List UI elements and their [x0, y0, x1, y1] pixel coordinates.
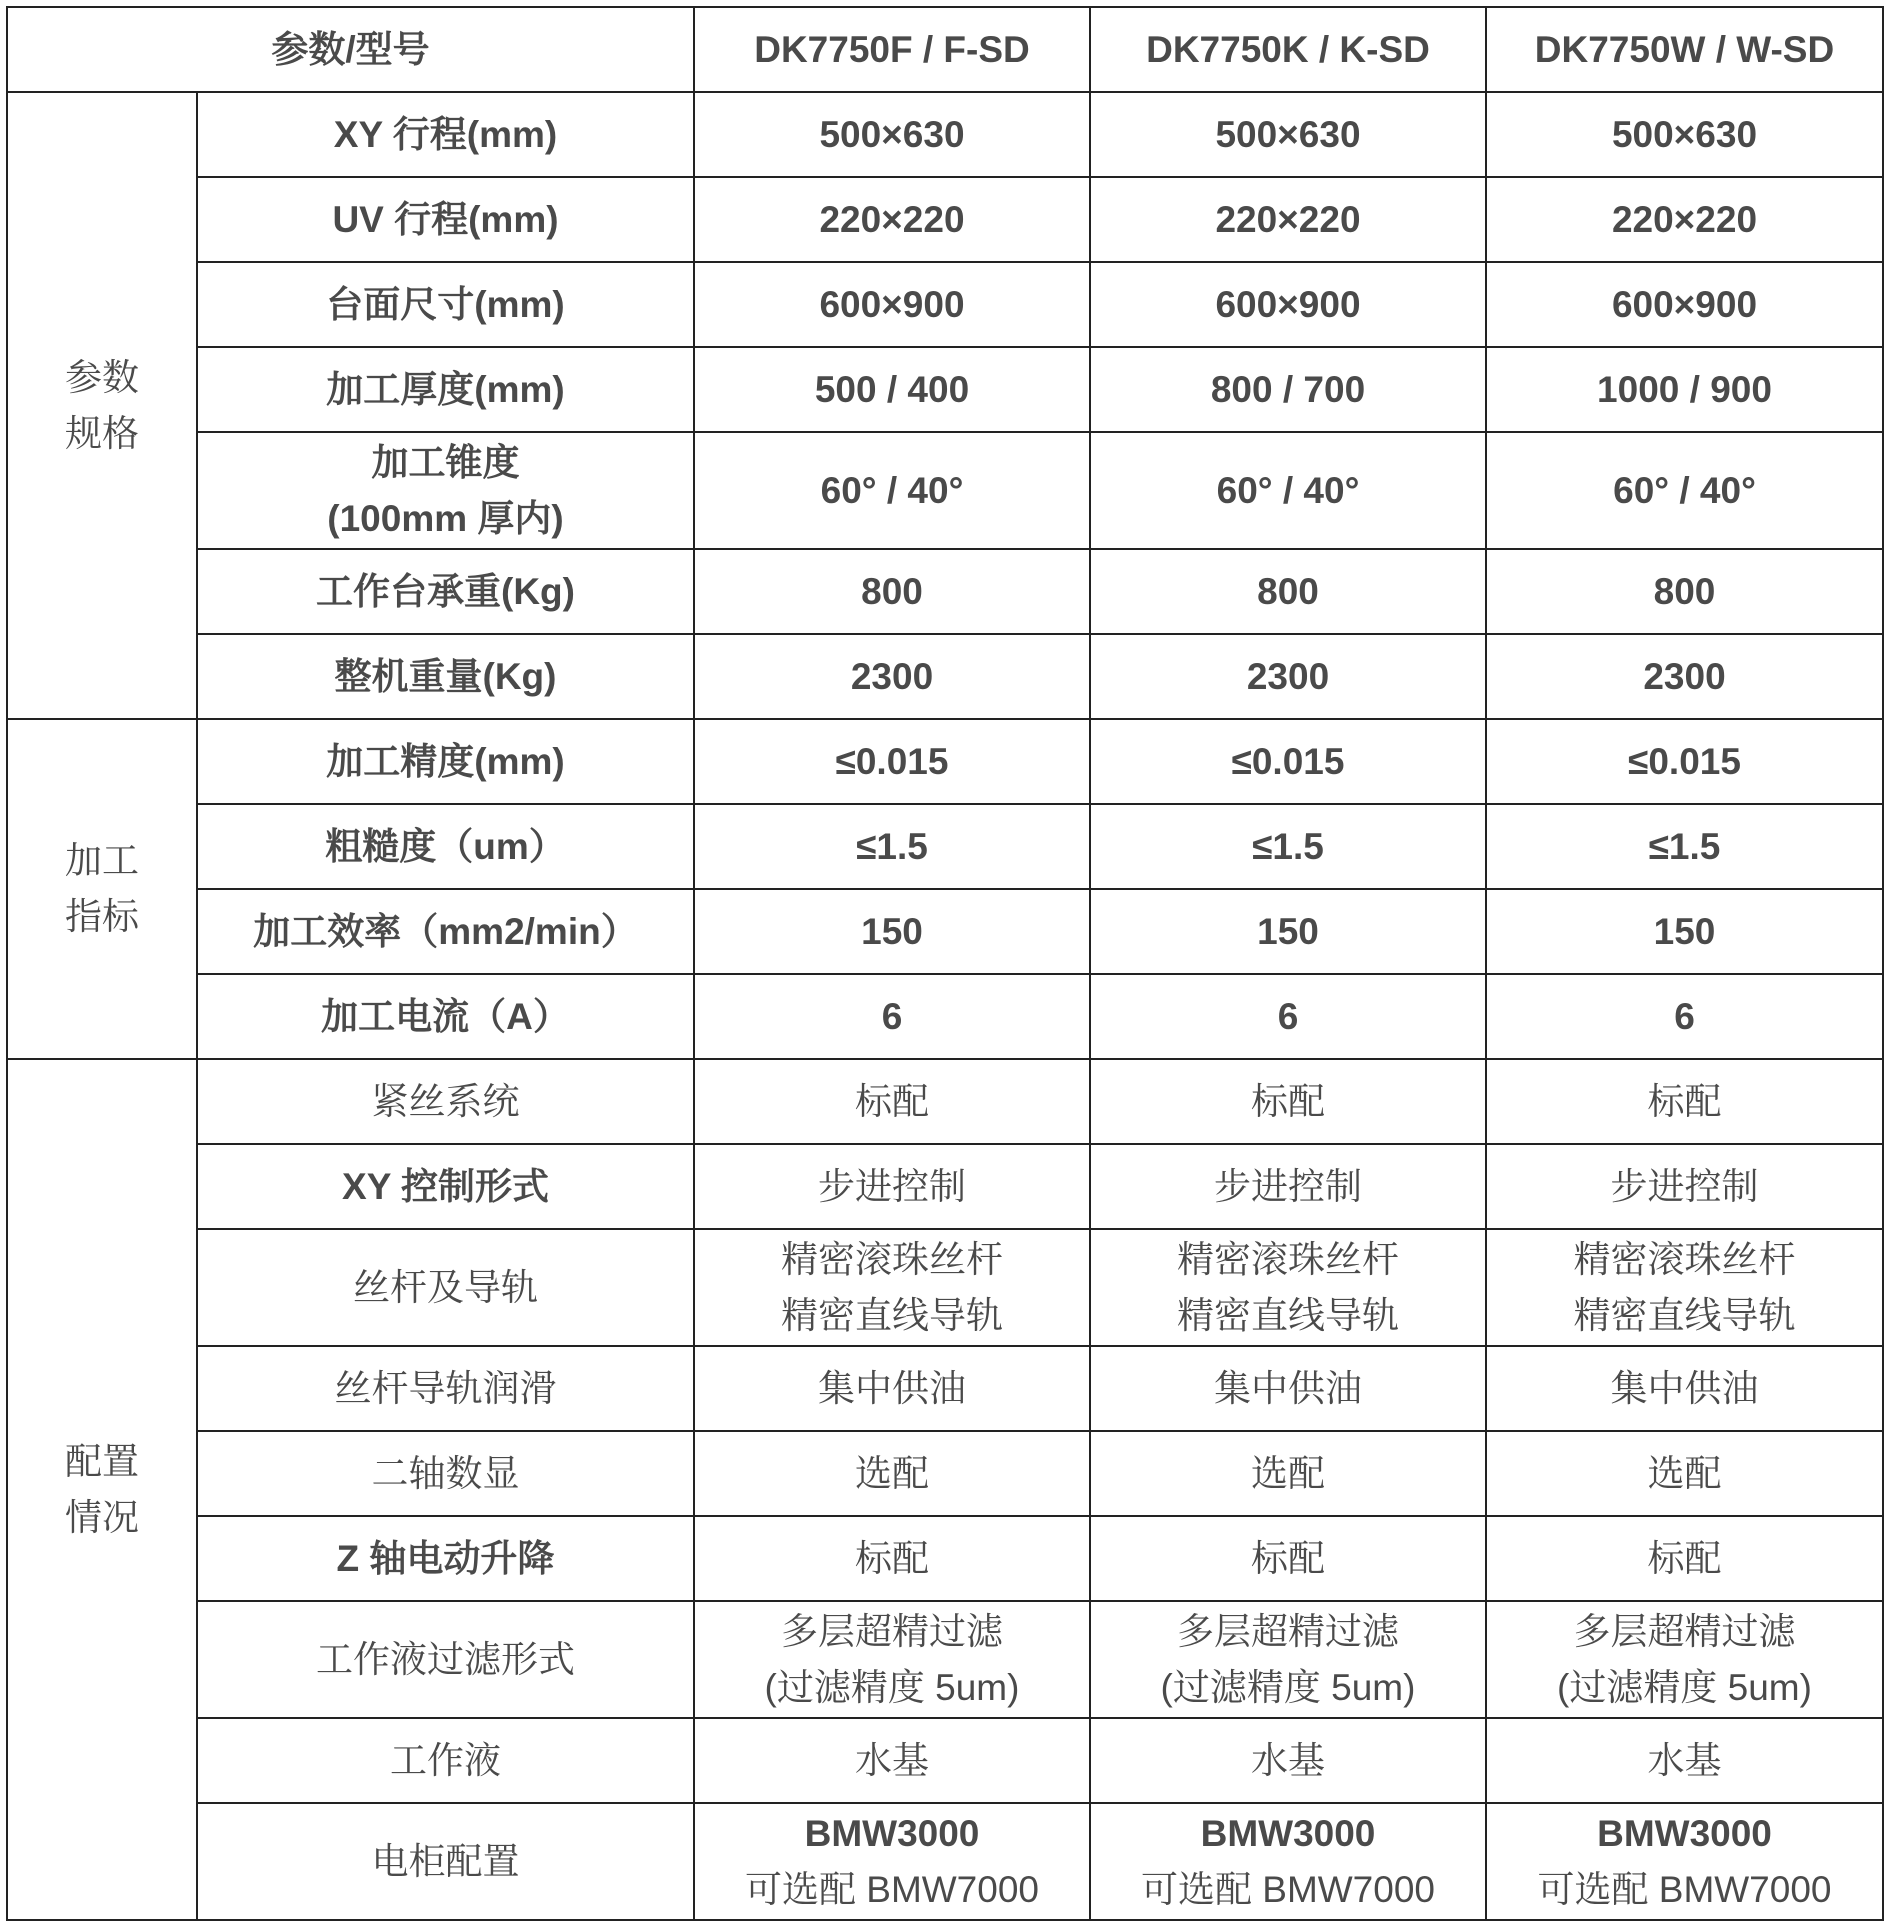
value-cell — [1486, 974, 1883, 1059]
cell-value: 选配 — [1647, 1452, 1722, 1494]
cell-value: BMW3000 — [1200, 1812, 1376, 1854]
cell-value: ≤0.015 — [1231, 740, 1345, 782]
value-cell — [694, 634, 1090, 719]
row-label: 电柜配置 — [371, 1840, 520, 1882]
value-cell — [694, 347, 1090, 432]
value-cell — [1486, 1431, 1883, 1516]
cell-value: 多层超精过滤 — [1177, 1610, 1399, 1652]
header-label-cell — [7, 7, 694, 92]
row-label-cell — [197, 1803, 694, 1920]
row-label-cell — [197, 1516, 694, 1601]
value-cell — [694, 432, 1090, 549]
cell-value: 500 / 400 — [814, 368, 970, 410]
row-label: 丝杆及导轨 — [353, 1266, 538, 1308]
row-label: 二轴数显 — [371, 1452, 520, 1494]
value-cell — [694, 1144, 1090, 1229]
cell-value: 精密滚珠丝杆 — [1177, 1238, 1399, 1280]
value-cell — [1486, 262, 1883, 347]
value-cell — [694, 974, 1090, 1059]
row-label-cell — [197, 347, 694, 432]
row-label: 加工精度(mm) — [326, 740, 565, 782]
cell-value: 800 — [1257, 570, 1319, 612]
value-cell — [1090, 1431, 1486, 1516]
row-label: 加工锥度 — [371, 441, 520, 483]
table-row — [7, 1516, 1883, 1601]
cell-value: (过滤精度 5um) — [1160, 1666, 1416, 1708]
value-cell — [694, 549, 1090, 634]
cell-value: 集中供油 — [818, 1367, 966, 1409]
model-header-cell — [1486, 7, 1883, 92]
cell-value: 2300 — [1246, 655, 1330, 697]
cell-value: 2300 — [1643, 655, 1726, 697]
row-label-cell — [197, 1229, 694, 1346]
value-cell — [1090, 1803, 1486, 1920]
value-cell — [694, 177, 1090, 262]
row-label: (100mm 厚内) — [327, 497, 564, 539]
value-cell — [1486, 634, 1883, 719]
value-cell — [1090, 804, 1486, 889]
model-header-cell — [1090, 7, 1486, 92]
value-cell — [1486, 432, 1883, 549]
value-cell — [1090, 889, 1486, 974]
cell-value: 800 / 700 — [1210, 368, 1366, 410]
value-cell — [694, 1229, 1090, 1346]
cell-value: 标配 — [1647, 1080, 1722, 1122]
category-label: 规格 — [65, 412, 139, 454]
cell-value: 水基 — [855, 1739, 929, 1781]
cell-value: 步进控制 — [1214, 1165, 1362, 1207]
cell-value: 标配 — [855, 1537, 929, 1579]
value-cell — [1090, 432, 1486, 549]
row-label-cell — [197, 974, 694, 1059]
value-cell — [694, 1059, 1090, 1144]
table-row — [7, 92, 1883, 177]
value-cell — [1486, 1346, 1883, 1431]
value-cell — [694, 1346, 1090, 1431]
table-row — [7, 432, 1883, 549]
row-label: 工作液 — [390, 1739, 501, 1781]
row-label: 加工厚度(mm) — [326, 368, 565, 410]
cell-value: 选配 — [855, 1452, 929, 1494]
row-label-cell — [197, 719, 694, 804]
value-cell — [1090, 719, 1486, 804]
row-label: XY 控制形式 — [342, 1165, 549, 1207]
cell-value: 60° / 40° — [1613, 469, 1756, 511]
cell-value: (过滤精度 5um) — [764, 1666, 1020, 1708]
value-cell — [1090, 92, 1486, 177]
value-cell — [694, 1431, 1090, 1516]
category-cell — [7, 92, 197, 719]
table-row — [7, 1803, 1883, 1920]
value-cell — [1090, 347, 1486, 432]
cell-value: ≤1.5 — [856, 825, 928, 867]
value-cell — [1486, 1059, 1883, 1144]
table-row — [7, 804, 1883, 889]
cell-value: 可选配 BMW7000 — [1537, 1868, 1832, 1910]
cell-value: 150 — [1257, 910, 1319, 952]
value-cell — [1486, 1144, 1883, 1229]
cell-value: 精密滚珠丝杆 — [781, 1238, 1003, 1280]
cell-value: 60° / 40° — [1216, 469, 1360, 511]
cell-value: 多层超精过滤 — [1573, 1610, 1796, 1652]
spec-table — [6, 6, 1884, 1921]
value-cell — [694, 719, 1090, 804]
cell-value: 220×220 — [1215, 198, 1361, 240]
cell-value: 标配 — [1647, 1537, 1722, 1579]
category-label: 参数 — [65, 356, 139, 398]
cell-value: 150 — [1653, 910, 1716, 952]
value-cell — [694, 1718, 1090, 1803]
cell-value: 1000 / 900 — [1597, 368, 1772, 410]
model-name: DK7750W / W-SD — [1534, 28, 1835, 70]
cell-value: 精密滚珠丝杆 — [1573, 1238, 1796, 1280]
cell-value: 600×900 — [1215, 283, 1361, 325]
value-cell — [1486, 804, 1883, 889]
row-label-cell — [197, 804, 694, 889]
header-row — [7, 7, 1883, 92]
cell-value: 500×630 — [819, 113, 965, 155]
row-label-cell — [197, 1144, 694, 1229]
row-label: UV 行程(mm) — [332, 198, 559, 240]
table-row — [7, 347, 1883, 432]
table-row — [7, 177, 1883, 262]
value-cell — [1486, 92, 1883, 177]
table-row — [7, 1346, 1883, 1431]
cell-value: 集中供油 — [1610, 1367, 1759, 1409]
row-label-cell — [197, 889, 694, 974]
cell-value: 精密直线导轨 — [781, 1294, 1003, 1336]
row-label-cell — [197, 634, 694, 719]
table-row — [7, 1601, 1883, 1718]
table-row — [7, 889, 1883, 974]
value-cell — [1486, 1516, 1883, 1601]
cell-value: 2300 — [850, 655, 934, 697]
value-cell — [1486, 1803, 1883, 1920]
cell-value: 6 — [881, 995, 903, 1037]
cell-value: 水基 — [1647, 1739, 1722, 1781]
value-cell — [694, 889, 1090, 974]
table-row — [7, 634, 1883, 719]
value-cell — [1486, 1718, 1883, 1803]
cell-value: 步进控制 — [818, 1165, 966, 1207]
value-cell — [694, 262, 1090, 347]
row-label: XY 行程(mm) — [333, 113, 558, 155]
value-cell — [1090, 177, 1486, 262]
value-cell — [1090, 1346, 1486, 1431]
row-label: 粗糙度（um） — [325, 825, 566, 867]
row-label-cell — [197, 262, 694, 347]
header-label: 参数/型号 — [271, 28, 430, 70]
table-row — [7, 1718, 1883, 1803]
cell-value: BMW3000 — [1597, 1812, 1772, 1854]
category-cell — [7, 719, 197, 1059]
value-cell — [1090, 634, 1486, 719]
value-cell — [1486, 719, 1883, 804]
cell-value: 6 — [1277, 995, 1299, 1037]
row-label: 紧丝系统 — [371, 1080, 520, 1122]
cell-value: 150 — [861, 910, 923, 952]
value-cell — [1486, 1601, 1883, 1718]
value-cell — [1090, 1229, 1486, 1346]
category-label: 配置 — [65, 1440, 139, 1482]
value-cell — [1090, 1144, 1486, 1229]
model-header-cell — [694, 7, 1090, 92]
model-name: DK7750F / F-SD — [754, 28, 1030, 70]
row-label: 丝杆导轨润滑 — [334, 1367, 557, 1409]
cell-value: 可选配 BMW7000 — [744, 1868, 1039, 1910]
value-cell — [1090, 1059, 1486, 1144]
cell-value: 水基 — [1251, 1739, 1325, 1781]
value-cell — [1090, 262, 1486, 347]
cell-value: (过滤精度 5um) — [1557, 1666, 1812, 1708]
row-label-cell — [197, 1059, 694, 1144]
model-name: DK7750K / K-SD — [1146, 28, 1430, 70]
row-label: 加工电流（A） — [321, 995, 570, 1037]
table-row — [7, 719, 1883, 804]
row-label-cell — [197, 92, 694, 177]
category-cell — [7, 1059, 197, 1920]
row-label: 工作台承重(Kg) — [316, 570, 575, 612]
table-row — [7, 1059, 1883, 1144]
row-label: Z 轴电动升降 — [336, 1537, 555, 1579]
table-row — [7, 1144, 1883, 1229]
cell-value: 标配 — [1251, 1537, 1325, 1579]
cell-value: 500×630 — [1215, 113, 1361, 155]
row-label-cell — [197, 177, 694, 262]
value-cell — [694, 804, 1090, 889]
value-cell — [1486, 177, 1883, 262]
cell-value: 60° / 40° — [820, 469, 964, 511]
cell-value: 6 — [1674, 995, 1695, 1037]
row-label: 工作液过滤形式 — [316, 1638, 575, 1680]
cell-value: 600×900 — [1611, 283, 1758, 325]
table-row — [7, 549, 1883, 634]
value-cell — [1090, 1516, 1486, 1601]
value-cell — [694, 1516, 1090, 1601]
cell-value: 多层超精过滤 — [781, 1610, 1003, 1652]
value-cell — [694, 1601, 1090, 1718]
value-cell — [1090, 1601, 1486, 1718]
value-cell — [1090, 974, 1486, 1059]
cell-value: BMW3000 — [804, 1812, 980, 1854]
cell-value: 选配 — [1251, 1452, 1325, 1494]
value-cell — [694, 1803, 1090, 1920]
table-row — [7, 974, 1883, 1059]
cell-value: 220×220 — [819, 198, 965, 240]
table-row — [7, 1431, 1883, 1516]
cell-value: 精密直线导轨 — [1177, 1294, 1399, 1336]
value-cell — [1486, 347, 1883, 432]
cell-value: ≤0.015 — [835, 740, 949, 782]
cell-value: 步进控制 — [1610, 1165, 1759, 1207]
cell-value: 标配 — [1251, 1080, 1325, 1122]
row-label-cell — [197, 432, 694, 549]
cell-value: 220×220 — [1611, 198, 1758, 240]
row-label-cell — [197, 549, 694, 634]
value-cell — [1090, 549, 1486, 634]
row-label: 加工效率（mm2/min） — [253, 910, 638, 952]
category-label: 指标 — [65, 896, 139, 937]
value-cell — [694, 92, 1090, 177]
table-row — [7, 262, 1883, 347]
cell-value: 600×900 — [819, 283, 965, 325]
value-cell — [1486, 549, 1883, 634]
cell-value: 800 — [1653, 570, 1716, 612]
row-label-cell — [197, 1431, 694, 1516]
value-cell — [1486, 1229, 1883, 1346]
row-label-cell — [197, 1718, 694, 1803]
cell-value: ≤1.5 — [1252, 825, 1324, 867]
value-cell — [1486, 889, 1883, 974]
cell-value: 精密直线导轨 — [1573, 1294, 1796, 1336]
cell-value: ≤1.5 — [1648, 825, 1721, 867]
table-row — [7, 1229, 1883, 1346]
row-label: 整机重量(Kg) — [334, 655, 557, 697]
row-label-cell — [197, 1601, 694, 1718]
cell-value: 500×630 — [1611, 113, 1758, 155]
row-label: 台面尺寸(mm) — [326, 283, 565, 325]
cell-value: 800 — [861, 570, 923, 612]
cell-value: ≤0.015 — [1628, 740, 1741, 782]
value-cell — [1090, 1718, 1486, 1803]
category-label: 加工 — [65, 840, 139, 881]
cell-value: 可选配 BMW7000 — [1140, 1868, 1435, 1910]
cell-value: 集中供油 — [1214, 1367, 1362, 1409]
cell-value: 标配 — [855, 1080, 929, 1122]
row-label-cell — [197, 1346, 694, 1431]
category-label: 情况 — [65, 1496, 139, 1538]
